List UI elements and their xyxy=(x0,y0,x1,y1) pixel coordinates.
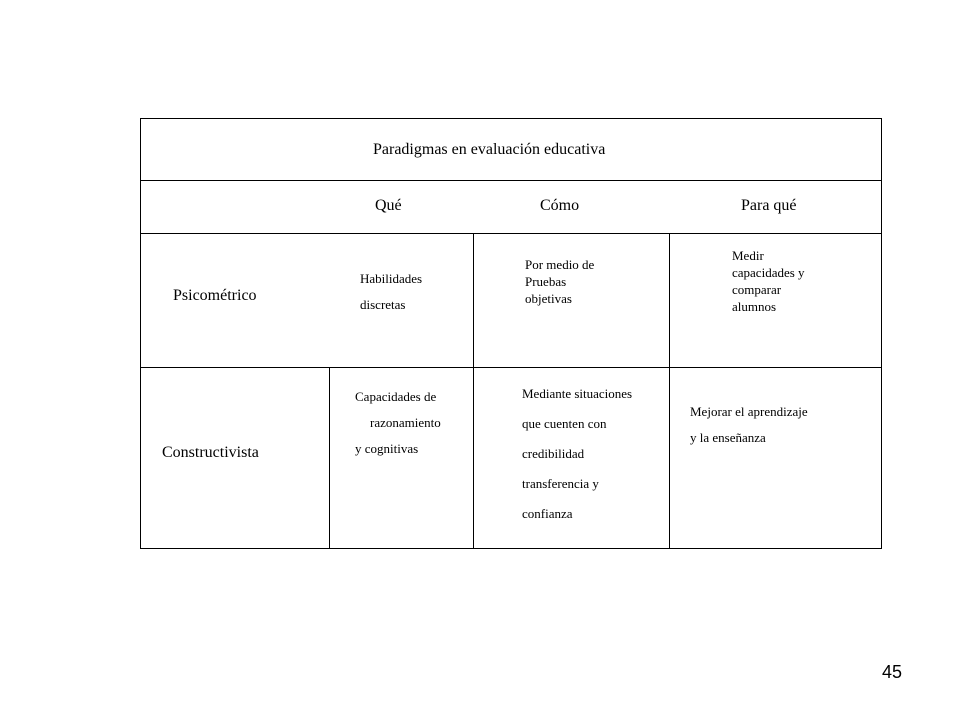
cell-constr-como: Mediante situaciones que cuenten con credibilidad transferencia y confianza xyxy=(522,386,633,521)
row-label-constructivista: Constructivista xyxy=(162,444,259,461)
row-divider xyxy=(141,367,881,368)
column-divider xyxy=(669,233,670,548)
row-divider xyxy=(141,233,881,234)
page-number: 45 xyxy=(882,662,903,682)
column-divider xyxy=(329,367,330,548)
cell-psico-que: Habilidades discretas xyxy=(360,271,423,312)
paradigms-table xyxy=(140,118,882,549)
cell-psico-para-que: Medir capacidades y comparar alumnos xyxy=(732,248,805,314)
header-para-que: Para qué xyxy=(741,197,797,214)
cell-constr-que: Capacidades de razonamiento y cognitivas xyxy=(355,389,441,456)
table-title: Paradigmas en evaluación educativa xyxy=(373,141,606,158)
row-label-psicometrico: Psicométrico xyxy=(173,287,257,304)
cell-constr-para-que: Mejorar el aprendizaje y la enseñanza xyxy=(690,404,808,445)
header-como: Cómo xyxy=(540,197,580,214)
header-que: Qué xyxy=(375,197,402,214)
cell-psico-como: Por medio de Pruebas objetivas xyxy=(525,257,595,306)
row-divider xyxy=(141,180,881,181)
column-divider xyxy=(473,233,474,548)
